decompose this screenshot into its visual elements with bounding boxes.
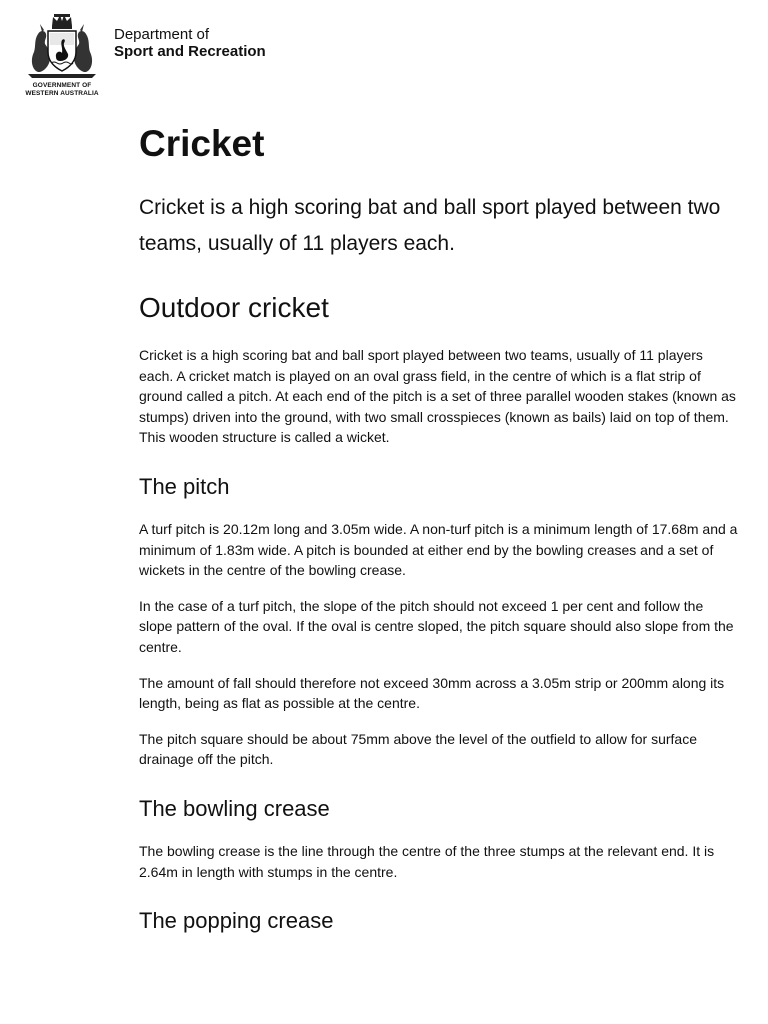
intro-paragraph: Cricket is a high scoring bat and ball sport played between two teams, usually of 11 players each. <box>139 196 721 255</box>
page-title: Cricket <box>139 123 265 164</box>
pitch-paragraph-3: The amount of fall should therefore not exceed 30mm across a 3.05m strip or 200mm along its length, being as flat as possible at the centre. <box>139 674 725 712</box>
outdoor-paragraph-1: Cricket is a high scoring bat and ball sport played between two teams, usually of 11 players each. A cricket match is played on an oval grass field, in the centre of which is a flat strip of ground called a pitch. At each end of the pitch is a set of three parallel wooden stakes (known as stumps) driven into the ground, with two small crosspieces (known as bails) laid on top of them. This wooden structure is called a wicket. <box>139 347 736 446</box>
heading-the-pitch: The pitch <box>139 473 230 499</box>
page-header <box>16 12 316 102</box>
dept-line2: Sport and Recreation <box>114 43 266 60</box>
pitch-paragraph-4: The pitch square should be about 75mm above the level of the outfield to allow for surface drainage off the pitch. <box>139 730 698 768</box>
heading-popping-crease: The popping crease <box>139 908 334 934</box>
pitch-paragraph-2: In the case of a turf pitch, the slope of the pitch should not exceed 1 per cent and follow the slope pattern of the oval. If the oval is centre sloped, the pitch square should also slope from the centre. <box>139 597 734 655</box>
dept-line1: Department of <box>114 26 210 43</box>
heading-bowling-crease: The bowling crease <box>139 795 330 821</box>
gov-label-line2: WESTERN AUSTRALIA <box>25 89 99 97</box>
bowling-paragraph-1: The bowling crease is the line through the centre of the three stumps at the relevant end. It is 2.64m in length with stumps in the centre. <box>139 842 715 880</box>
gov-label-line1: GOVERNMENT OF <box>32 82 92 89</box>
heading-outdoor-cricket: Outdoor cricket <box>139 292 329 323</box>
coat-of-arms-logo <box>18 12 106 80</box>
department-name <box>114 26 266 60</box>
pitch-paragraph-1: A turf pitch is 20.12m long and 3.05m wide. A non-turf pitch is a minimum length of 17.68m and a minimum of 1.83m wide. A pitch is bounded at either end by the bowling creases and a set of wickets in the centre of the bowling crease. <box>139 520 738 579</box>
document-content <box>139 122 739 935</box>
government-label <box>16 82 108 97</box>
